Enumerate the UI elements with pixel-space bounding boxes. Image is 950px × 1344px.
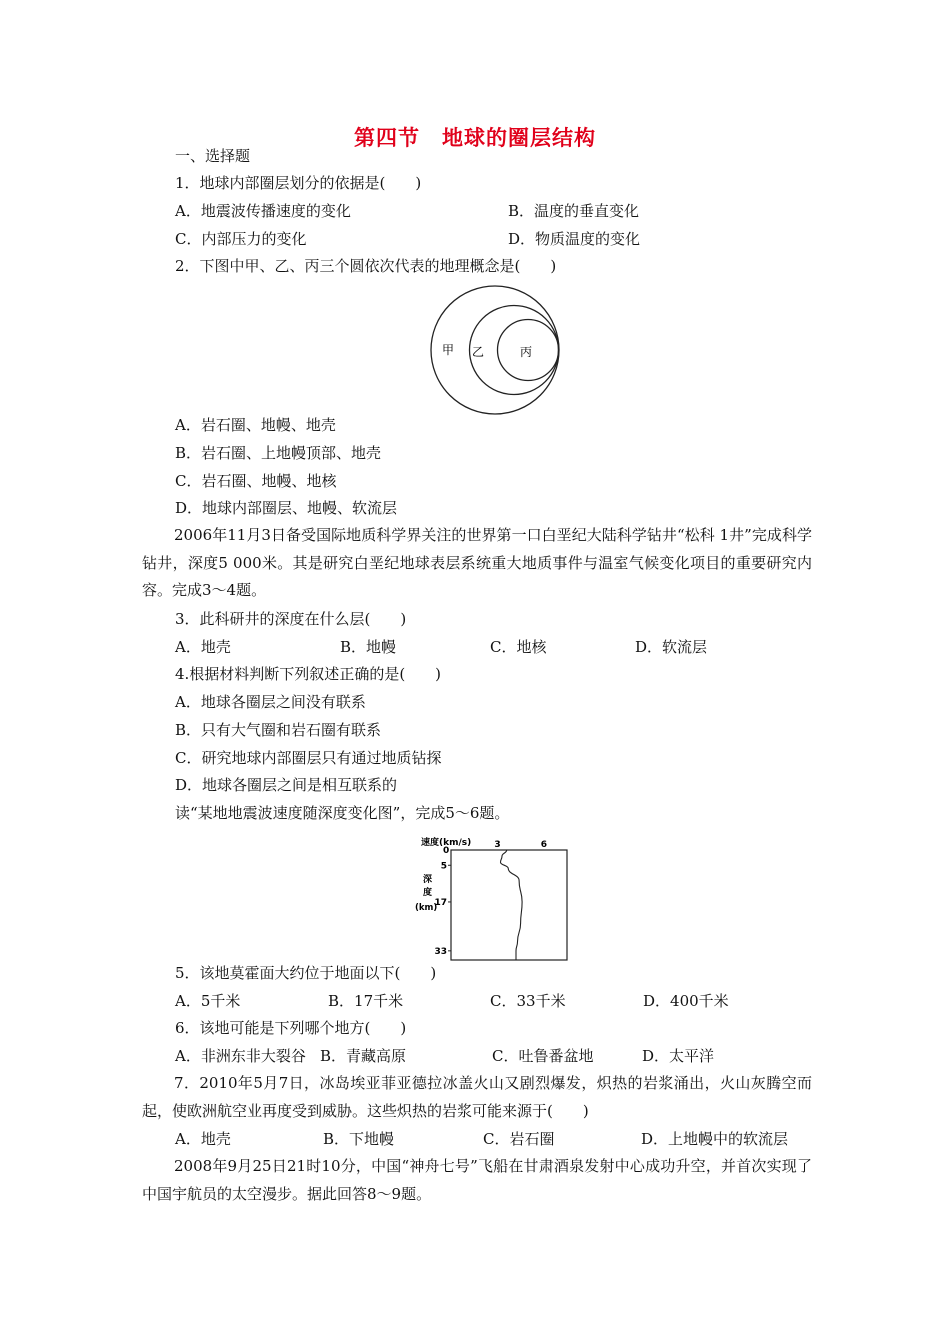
- question-4-option-d: D．地球各圈层之间是相互联系的: [175, 776, 398, 794]
- question-2-option-c: C．岩石圈、地幔、地核: [175, 472, 337, 490]
- question-3-option-a: A．地壳: [175, 638, 231, 656]
- question-1-option-a: A．地震波传播速度的变化: [175, 202, 351, 220]
- question-5-option-c: C．33千米: [490, 992, 566, 1010]
- question-5-stem: 5．该地莫霍面大约位于地面以下( ): [175, 964, 437, 982]
- speed-axis-label: 速度(km/s): [421, 838, 472, 848]
- section-heading: 一、选择题: [175, 147, 251, 165]
- depth-axis-label-1: 深: [423, 875, 433, 885]
- question-6-option-d: D．太平洋: [642, 1047, 715, 1065]
- outer-circle-label: 甲: [442, 343, 455, 357]
- y-tick-label: 5: [440, 861, 447, 872]
- question-1-option-c: C．内部压力的变化: [175, 230, 307, 248]
- chart-frame: [451, 850, 567, 960]
- question-7-option-d: D．上地幔中的软流层: [641, 1130, 789, 1148]
- inner-circle-label: 丙: [520, 345, 533, 359]
- page-title: 第四节 地球的圈层结构: [354, 126, 596, 150]
- question-3-option-c: C．地核: [490, 638, 547, 656]
- x-tick-label: 6: [540, 840, 548, 850]
- material-paragraph-1: 2006年11月3日备受国际地质科学界关注的世界第一口白垩纪大陆科学钻井“松科 1井”完成科学钻井，深度5 000米。其是研究白垩纪地球表层系统重大地质事件与温室气候变化项目的重要研究内容。完成3～4题。: [142, 526, 812, 599]
- question-2-option-a: A．岩石圈、地幔、地壳: [175, 416, 336, 434]
- question-3-stem: 3．此科研井的深度在什么层( ): [175, 610, 407, 628]
- read-instruction: 读“某地地震波速度随深度变化图”，完成5～6题。: [175, 804, 510, 822]
- question-2-option-d: D．地球内部圈层、地幔、软流层: [175, 499, 398, 517]
- question-4-option-b: B．只有大气圈和岩石圈有联系: [175, 721, 382, 739]
- x-tick-label: 0: [443, 846, 450, 856]
- seismic-velocity-chart: [405, 832, 575, 964]
- nested-circles-figure: [420, 283, 570, 418]
- depth-axis-unit: (km): [415, 903, 438, 913]
- question-3-option-d: D．软流层: [635, 638, 708, 656]
- question-2-option-b: B．岩石圈、上地幔顶部、地壳: [175, 444, 382, 462]
- question-7-stem: 7．2010年5月7日，冰岛埃亚菲亚德拉冰盖火山又剧烈爆发，炽热的岩浆涌出，火山灰腾空而起，使欧洲航空业再度受到威胁。这些炽热的岩浆可能来源于( ): [142, 1074, 812, 1120]
- question-3-option-b: B．地幔: [340, 638, 397, 656]
- x-tick-label: 3: [494, 840, 501, 850]
- question-4-option-a: A．地球各圈层之间没有联系: [175, 693, 366, 711]
- y-tick-label: 17: [434, 897, 447, 908]
- question-4-stem: 4.根据材料判断下列叙述正确的是( ): [175, 665, 442, 683]
- question-4-option-c: C．研究地球内部圈层只有通过地质钻探: [175, 749, 442, 767]
- question-6-option-a: A．非洲东非大裂谷: [175, 1047, 306, 1065]
- question-5-option-b: B．17千米: [328, 992, 404, 1010]
- y-tick-label: 33: [434, 946, 447, 957]
- velocity-curve: [501, 850, 523, 960]
- depth-axis-label-2: 度: [423, 888, 433, 898]
- question-5-option-a: A．5千米: [175, 992, 241, 1010]
- question-7-option-b: B．下地幔: [323, 1130, 395, 1148]
- question-6-option-c: C．吐鲁番盆地: [492, 1047, 594, 1065]
- question-1-option-d: D．物质温度的变化: [508, 230, 641, 248]
- question-6-stem: 6．该地可能是下列哪个地方( ): [175, 1019, 407, 1037]
- question-6-option-b: B．青藏高原: [320, 1047, 407, 1065]
- question-1-stem: 1．地球内部圈层划分的依据是( ): [175, 174, 422, 192]
- middle-circle-label: 乙: [472, 345, 485, 359]
- material-paragraph-2: 2008年9月25日21时10分，中国“神舟七号”飞船在甘肃酒泉发射中心成功升空，并首次实现了中国宇航员的太空漫步。据此回答8～9题。: [142, 1157, 812, 1203]
- question-7-option-c: C．岩石圈: [483, 1130, 555, 1148]
- question-1-option-b: B．温度的垂直变化: [508, 202, 640, 220]
- question-2-stem: 2．下图中甲、乙、丙三个圆依次代表的地理概念是( ): [175, 257, 557, 275]
- question-5-option-d: D．400千米: [643, 992, 729, 1010]
- question-7-option-a: A．地壳: [175, 1130, 231, 1148]
